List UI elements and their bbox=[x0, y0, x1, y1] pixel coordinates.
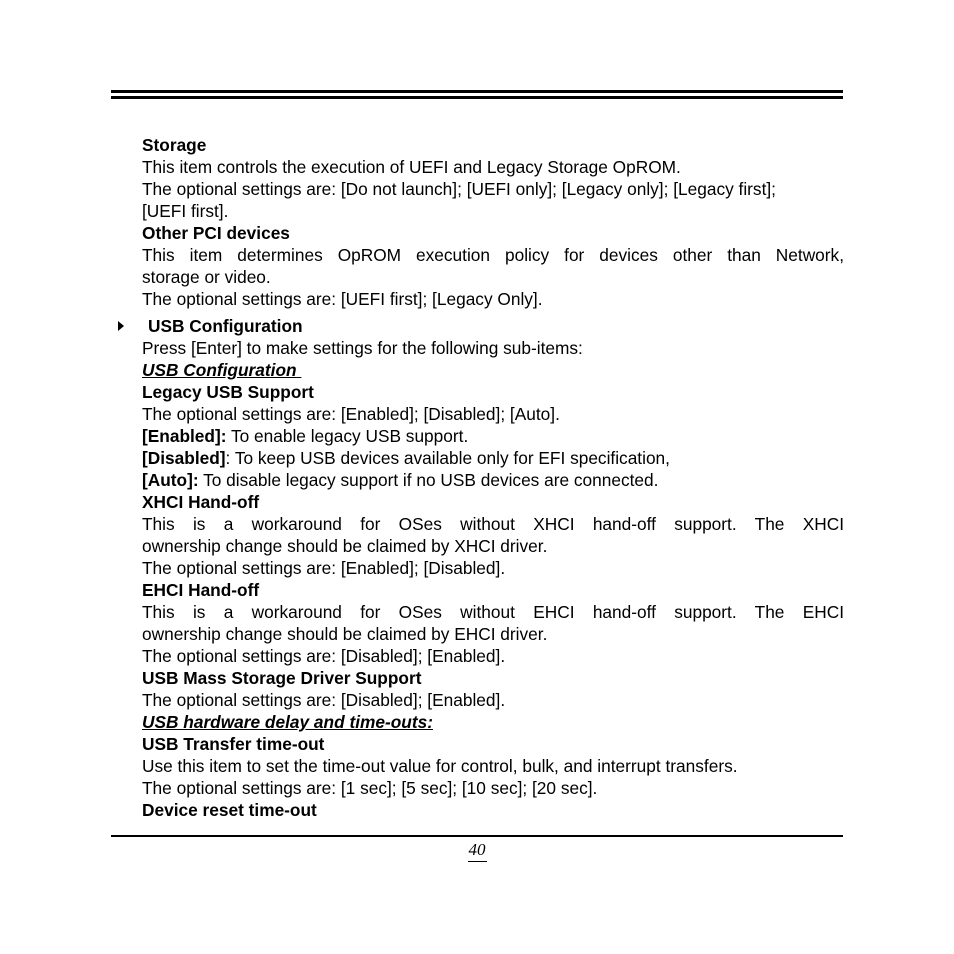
legacy-usb-title: Legacy USB Support bbox=[142, 382, 314, 402]
legacy-usb-disabled: [Disabled]: To keep USB devices available only for EFI specification, bbox=[142, 448, 670, 468]
other-pci-desc-cont: storage or video. bbox=[142, 267, 271, 287]
xhci-title: XHCI Hand-off bbox=[142, 492, 260, 512]
header-rule-thin bbox=[111, 96, 843, 99]
storage-options: The optional settings are: [Do not launch]; [UEFI only]; [Legacy only]; [Legacy first]; bbox=[142, 179, 776, 199]
ehci-options: The optional settings are: [Disabled]; [Enabled]. bbox=[142, 646, 506, 666]
usb-config-subheading: USB Configuration bbox=[142, 360, 297, 380]
storage-title: Storage bbox=[142, 135, 207, 155]
storage-desc: This item controls the execution of UEFI and Legacy Storage OpROM. bbox=[142, 157, 681, 177]
other-pci-title: Other PCI devices bbox=[142, 223, 290, 243]
header-rule-thick bbox=[111, 90, 843, 93]
hw-delay-subheading: USB hardware delay and time-outs: bbox=[142, 712, 433, 732]
legacy-usb-options: The optional settings are: [Enabled]; [Disabled]; [Auto]. bbox=[142, 404, 560, 424]
page-number: 40 bbox=[0, 840, 954, 862]
legacy-usb-enabled: [Enabled]: To enable legacy USB support. bbox=[142, 426, 469, 446]
mass-storage-options: The optional settings are: [Disabled]; [Enabled]. bbox=[142, 690, 506, 710]
triangle-right-icon bbox=[118, 321, 124, 331]
xhci-options: The optional settings are: [Enabled]; [Disabled]. bbox=[142, 558, 506, 578]
usb-config-press: Press [Enter] to make settings for the following sub-items: bbox=[142, 338, 583, 358]
other-pci-desc: This item determines OpROM execution policy for devices other than Network, bbox=[142, 245, 844, 265]
footer-rule bbox=[111, 835, 843, 837]
ehci-desc: This is a workaround for OSes without EHCI hand-off support. The EHCI bbox=[142, 602, 844, 622]
ehci-desc-cont: ownership change should be claimed by EHCI driver. bbox=[142, 624, 548, 644]
transfer-timeout-title: USB Transfer time-out bbox=[142, 734, 325, 754]
storage-options-cont: [UEFI first]. bbox=[142, 201, 229, 221]
transfer-timeout-options: The optional settings are: [1 sec]; [5 sec]; [10 sec]; [20 sec]. bbox=[142, 778, 598, 798]
transfer-timeout-desc: Use this item to set the time-out value for control, bulk, and interrupt transfers. bbox=[142, 756, 738, 776]
usb-config-section bbox=[142, 315, 844, 337]
manual-content bbox=[142, 134, 844, 821]
mass-storage-title: USB Mass Storage Driver Support bbox=[142, 668, 422, 688]
other-pci-options: The optional settings are: [UEFI first]; [Legacy Only]. bbox=[142, 289, 543, 309]
xhci-desc: This is a workaround for OSes without XHCI hand-off support. The XHCI bbox=[142, 514, 844, 534]
ehci-title: EHCI Hand-off bbox=[142, 580, 260, 600]
legacy-usb-auto: [Auto]: To disable legacy support if no USB devices are connected. bbox=[142, 470, 659, 490]
reset-timeout-title: Device reset time-out bbox=[142, 800, 317, 820]
xhci-desc-cont: ownership change should be claimed by XHCI driver. bbox=[142, 536, 548, 556]
usb-config-title: USB Configuration bbox=[148, 316, 303, 336]
